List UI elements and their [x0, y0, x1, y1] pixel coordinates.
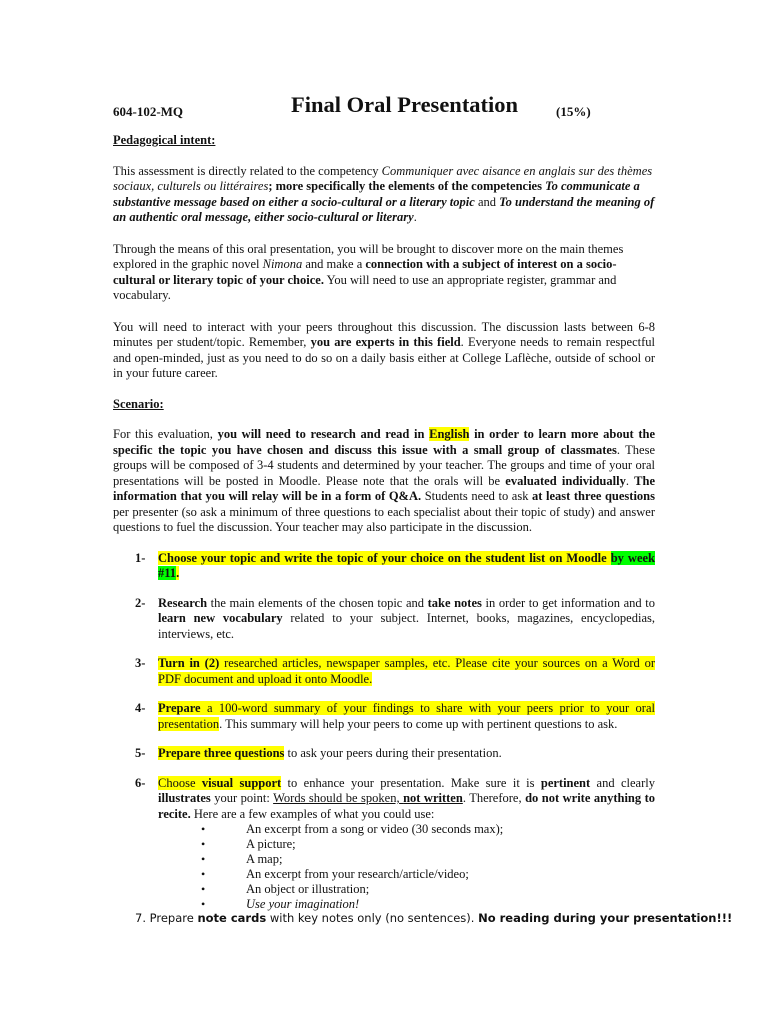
visual-support-examples	[113, 822, 655, 912]
bullet-icon: •	[201, 867, 206, 881]
pedagogical-paragraph-1: This assessment is directly related to the competency Communiquer avec aisance en anglais sur des thèmes sociaux, culturels ou littéraires; more specifically the elements of the competencies To communicate a substantive message based on either a socio-cultural or a literary topic and To understand the meaning of an authentic oral message, either socio-cultural or literary.	[113, 163, 655, 224]
step-2: 2- Research the main elements of the chosen topic and take notes in order to get information and to learn new vocabulary related to your subject. Internet, books, magazines, encyclopedias, interviews, etc.	[135, 595, 655, 641]
scenario-heading: Scenario:	[113, 396, 164, 411]
step-3: 3- Turn in (2) researched articles, newspaper samples, etc. Please cite your sources on a Word or PDF document and upload it onto Moodle.	[135, 656, 655, 686]
pedagogical-paragraph-3: You will need to interact with your peers throughout this discussion. The discussion lasts between 6-8 minutes per student/topic. Remember, you are experts in this field. Everyone needs to remain respectful and open-minded, just as you need to do so on a daily basis either at College Laflèche, outside of school or in your future career.	[113, 319, 655, 380]
list-item: • Use your imagination!	[201, 897, 360, 911]
course-code: 604-102-MQ	[113, 104, 184, 119]
bullet-icon: •	[201, 852, 206, 866]
bullet-icon: •	[201, 822, 206, 836]
step-6: 6- Choose visual support to enhance your presentation. Make sure it is pertinent and clearly illustrates your point: Words should be spoken, not written. Therefore, do not write anything to recite. Here are a few examples of what you could use:	[135, 775, 656, 821]
step-7: 7. Prepare note cards with key notes only (no sentences). No reading during your presentation!!!	[135, 911, 733, 925]
step-4: 4- Prepare a 100-word summary of your findings to share with your peers prior to your oral presentation. This summary will help your peers to come up with pertinent questions to ask.	[135, 701, 655, 731]
bullet-icon: •	[201, 837, 206, 851]
pedagogical-heading: Pedagogical intent:	[113, 133, 216, 147]
step-5: 5- Prepare three questions to ask your peers during their presentation.	[135, 746, 502, 760]
list-item: • A picture;	[201, 837, 296, 851]
page-title: Final Oral Presentation	[291, 92, 519, 117]
pedagogical-paragraph-2: Through the means of this oral presentation, you will be brought to discover more on the main themes explored in the graphic novel Nimona and make a connection with a subject of interest on a socio-cultural or literary topic of your choice. You will need to use an appropriate register, grammar and vocabulary.	[113, 241, 624, 302]
bullet-icon: •	[201, 897, 206, 911]
step-1: 1- Choose your topic and write the topic of your choice on the student list on Moodle by week #11.	[135, 550, 655, 580]
grade-weight: (15%)	[556, 104, 591, 119]
list-item: • A map;	[201, 852, 283, 866]
bullet-icon: •	[201, 882, 206, 896]
list-item: • An excerpt from a song or video (30 seconds max);	[201, 822, 504, 836]
list-item: • An object or illustration;	[201, 882, 370, 896]
document-page	[113, 92, 655, 912]
document-header	[113, 92, 655, 126]
scenario-paragraph: For this evaluation, you will need to research and read in English in order to learn more about the specific the topic you have chosen and discuss this issue with a small group of classmates. These groups will be composed of 3-4 students and determined by your teacher. The groups and time of your oral presentations will be posted in Moodle. Please note that the orals will be evaluated individually. The information that you will relay will be in a form of Q&A. Students need to ask at least three questions per presenter (so ask a minimum of three questions to each specialist about their topic of study) and answer questions to fuel the discussion. Your teacher may also participate in the discussion.	[113, 427, 656, 534]
list-item: • An excerpt from your research/article/video;	[201, 867, 469, 881]
